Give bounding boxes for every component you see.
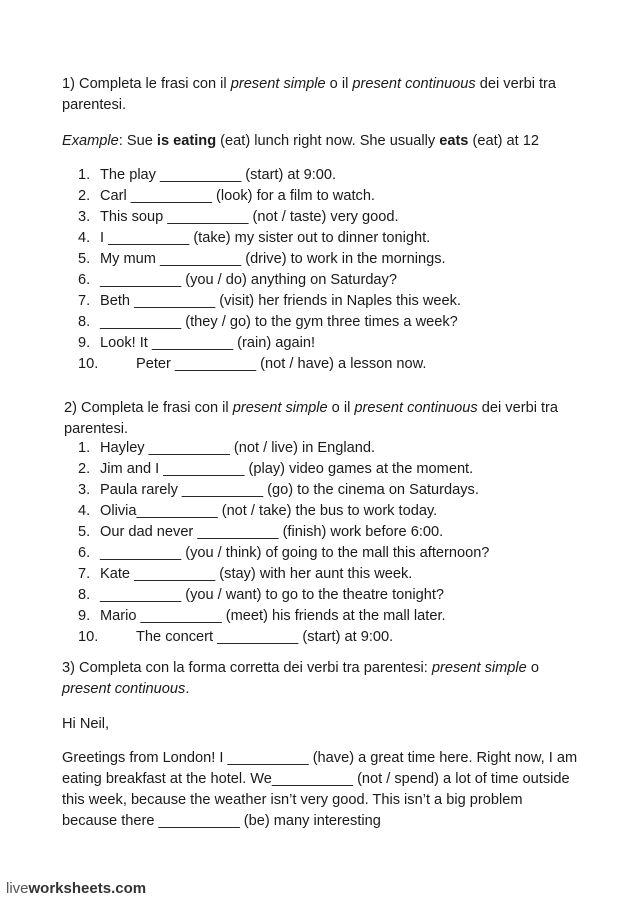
item-text: Kate __________ (stay) with her aunt this week.	[100, 566, 413, 582]
example-label: Example	[62, 133, 119, 149]
section-3-title-or: o	[526, 660, 539, 676]
letter-greeting: Hi Neil,	[62, 716, 110, 732]
example-bold-1: is eating	[156, 133, 217, 149]
item-number: 1.	[78, 440, 91, 456]
item-number: 2.	[78, 188, 91, 204]
item-text: __________ (you / think) of going to the mall this afternoon?	[100, 545, 490, 561]
section-1-title	[62, 74, 594, 116]
item-number: 9.	[78, 608, 91, 624]
item-number: 3.	[78, 482, 91, 498]
list-item	[78, 627, 489, 648]
section-3-term-continuous: present continuous	[62, 681, 186, 697]
item-number: 10.	[78, 629, 99, 645]
item-text: Hayley __________ (not / live) in England.	[100, 440, 376, 456]
item-number: 7.	[78, 566, 91, 582]
item-number: 10.	[78, 356, 99, 372]
item-text: __________ (you / want) to go to the theatre tonight?	[100, 587, 445, 603]
item-number: 2.	[78, 461, 91, 477]
list-item	[78, 543, 489, 564]
letter-body: Greetings from London! I __________ (have) a great time here. Right now, I am eating breakfast at the hotel. We__________ (not / spend) a lot of time outside this week, because the weather isn’t very good. This isn’t a big problem because there __________ (be) many interesting	[62, 750, 578, 829]
section-2-term-continuous: present continuous	[354, 400, 478, 416]
item-text: Look! It __________ (rain) again!	[100, 335, 316, 351]
logo-part-bold: worksheets	[28, 880, 112, 897]
item-text: This soup __________ (not / taste) very good.	[100, 209, 399, 225]
example-part-1: : Sue	[118, 133, 157, 149]
list-item	[78, 186, 461, 207]
item-text: Olivia__________ (not / take) the bus to work today.	[100, 503, 438, 519]
list-item	[78, 249, 461, 270]
liveworksheets-logo	[6, 880, 146, 897]
list-item	[78, 228, 461, 249]
item-number: 5.	[78, 251, 91, 267]
item-text: I __________ (take) my sister out to dinner tonight.	[100, 230, 431, 246]
item-text: The concert __________ (start) at 9:00.	[136, 629, 394, 645]
section-2-term-simple: present simple	[232, 400, 328, 416]
list-item	[78, 312, 461, 333]
item-number: 6.	[78, 545, 91, 561]
list-item	[78, 480, 489, 501]
item-number: 8.	[78, 314, 91, 330]
section-3-title-text: 3) Completa con la forma corretta dei verbi tra parentesi:	[62, 660, 432, 676]
example-part-3: (eat) at 12	[468, 133, 540, 149]
list-item	[78, 438, 489, 459]
item-number: 8.	[78, 587, 91, 603]
list-item	[78, 585, 489, 606]
section-1-term-continuous: present continuous	[352, 76, 476, 92]
section-2-title	[64, 398, 594, 440]
item-text: Peter __________ (not / have) a lesson now.	[136, 356, 427, 372]
list-item	[78, 459, 489, 480]
list-item	[78, 165, 461, 186]
section-2-list	[78, 438, 489, 648]
logo-part-tail: .com	[111, 880, 147, 897]
section-1-title-text: 1) Completa le frasi con il	[62, 76, 231, 92]
section-3-title-tail: .	[185, 681, 190, 697]
list-item	[78, 207, 461, 228]
item-number: 1.	[78, 167, 91, 183]
item-text: Carl __________ (look) for a film to watch.	[100, 188, 375, 204]
list-item	[78, 333, 461, 354]
list-item	[78, 564, 489, 585]
item-number: 6.	[78, 272, 91, 288]
item-text: The play __________ (start) at 9:00.	[100, 167, 337, 183]
item-text: Paula rarely __________ (go) to the cinema on Saturdays.	[100, 482, 479, 498]
section-2-title-or: o il	[327, 400, 355, 416]
section-3-term-simple: present simple	[431, 660, 527, 676]
section-2-title-tail: dei verbi tra parentesi.	[64, 400, 559, 437]
section-3-title	[62, 658, 580, 700]
list-item	[78, 522, 489, 543]
section-2-title-text: 2) Completa le frasi con il	[64, 400, 233, 416]
example-part-2: (eat) lunch right now. She usually	[216, 133, 440, 149]
example-sentence	[62, 131, 620, 152]
section-1-title-tail: dei verbi tra parentesi.	[62, 76, 557, 113]
item-text: Beth __________ (visit) her friends in Naples this week.	[100, 293, 461, 309]
list-item	[78, 606, 489, 627]
item-number: 5.	[78, 524, 91, 540]
logo-part-light: live	[6, 880, 29, 897]
item-text: Jim and I __________ (play) video games at the moment.	[100, 461, 474, 477]
section-1-term-simple: present simple	[230, 76, 326, 92]
section-1-title-or: o il	[325, 76, 353, 92]
example-bold-2: eats	[439, 133, 469, 149]
item-text: __________ (you / do) anything on Saturday?	[100, 272, 397, 288]
list-item	[78, 501, 489, 522]
list-item	[78, 270, 461, 291]
item-number: 9.	[78, 335, 91, 351]
item-text: __________ (they / go) to the gym three times a week?	[100, 314, 458, 330]
item-number: 7.	[78, 293, 91, 309]
item-number: 3.	[78, 209, 91, 225]
item-text: My mum __________ (drive) to work in the mornings.	[100, 251, 446, 267]
section-1-list	[78, 165, 461, 375]
item-text: Mario __________ (meet) his friends at the mall later.	[100, 608, 446, 624]
item-text: Our dad never __________ (finish) work before 6:00.	[100, 524, 444, 540]
list-item	[78, 291, 461, 312]
item-number: 4.	[78, 503, 91, 519]
list-item	[78, 354, 461, 375]
item-number: 4.	[78, 230, 91, 246]
